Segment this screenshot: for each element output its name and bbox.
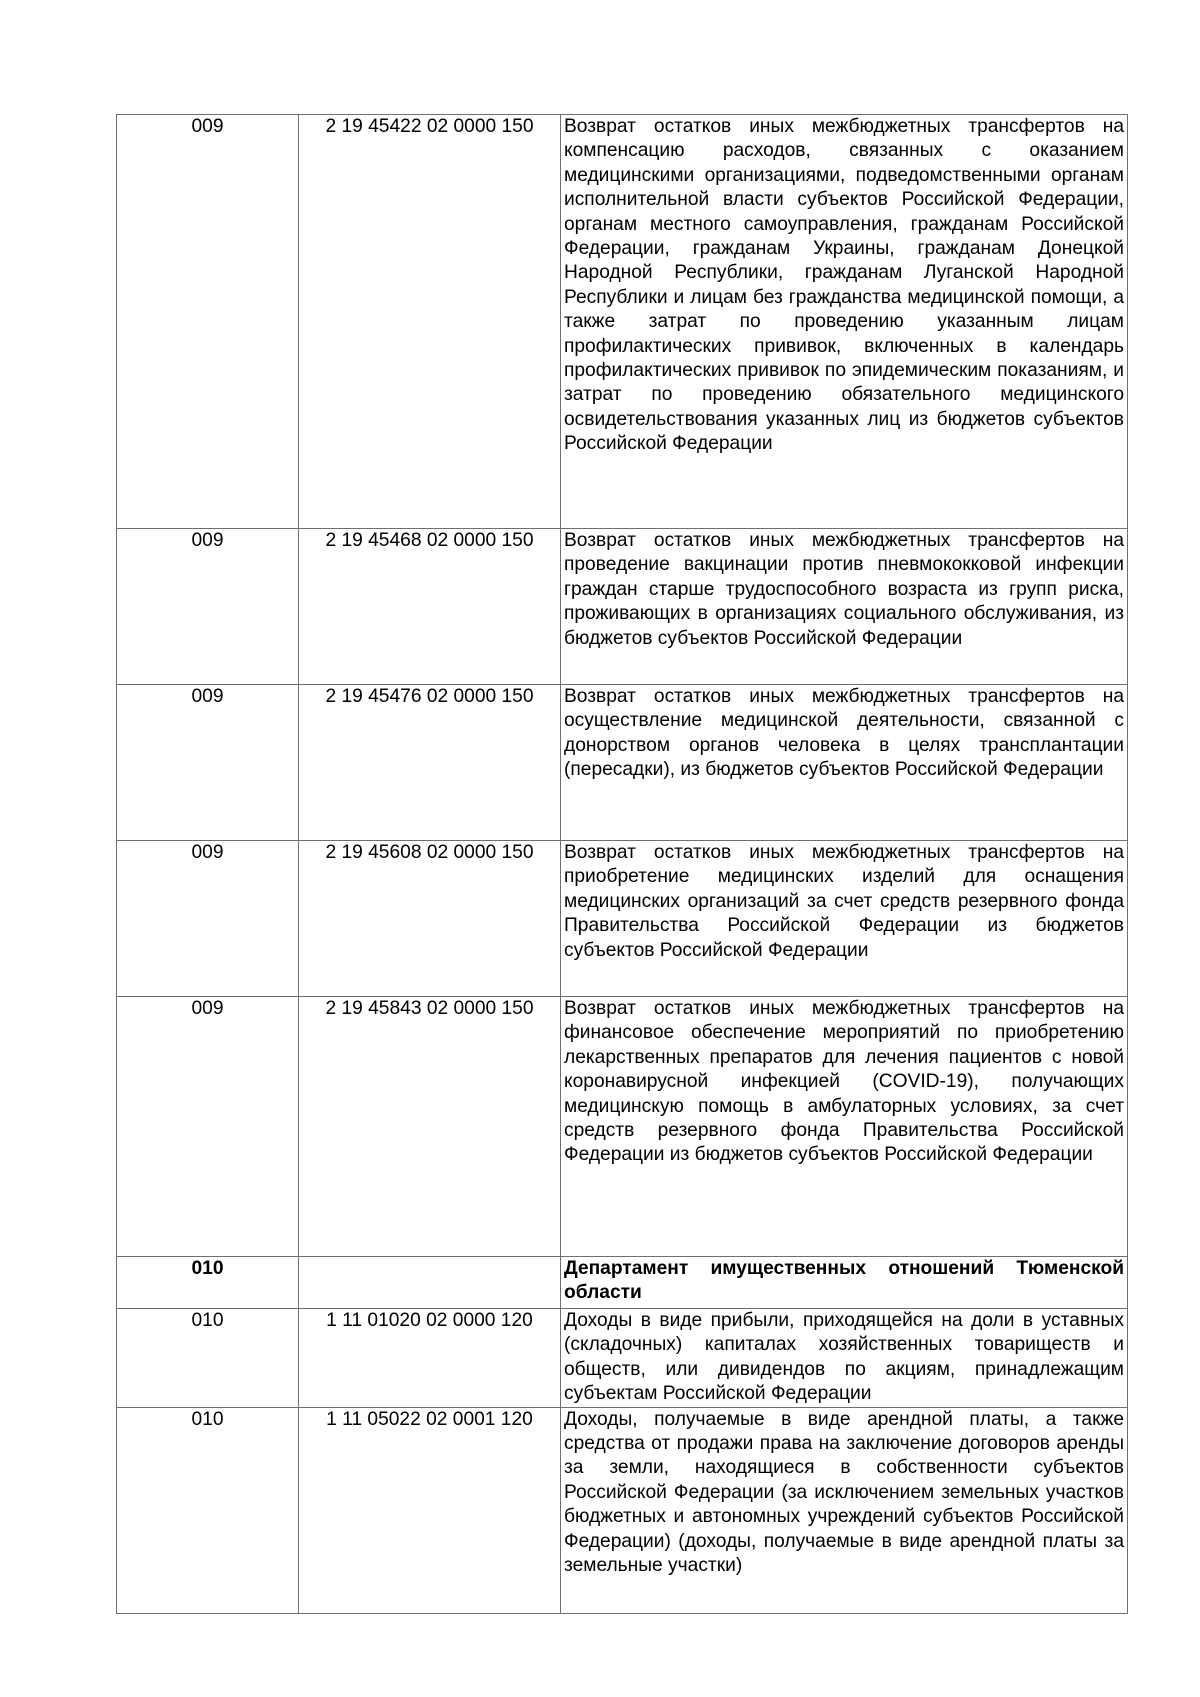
table-row <box>117 685 1128 841</box>
description-cell: Возврат остатков иных межбюджетных трансфертов на финансовое обеспечение мероприятий по приобретению лекарственных препаратов для лечения пациентов с новой коронавирусной инфекцией (COVID-19), получающих медицинскую помощь в амбулаторных условиях, за счет средств резервного фонда Правительства Российской Федерации из бюджетов субъектов Российской Федерации <box>561 997 1128 1257</box>
budget-code-cell: 1 11 01020 02 0000 120 <box>299 1309 561 1408</box>
table-row <box>117 1309 1128 1408</box>
description-cell: Возврат остатков иных межбюджетных трансфертов на компенсацию расходов, связанных с оказанием медицинскими организациями, подведомственными органам исполнительной власти субъектов Российской Федерации, органам местного самоуправления, гражданам Российской Федерации, гражданам Украины, гражданам Донецкой Народной Республики, гражданам Луганской Народной Республики и лицам без гражданства медицинской помощи, а также затрат по проведению указанным лицам профилактических прививок, включенных в календарь профилактических прививок по эпидемическим показаниям, и затрат по проведению обязательного медицинского освидетельствования указанных лиц из бюджетов субъектов Российской Федерации <box>561 115 1128 529</box>
admin-code-cell: 010 <box>117 1309 299 1408</box>
description-cell: Возврат остатков иных межбюджетных трансфертов на приобретение медицинских изделий для оснащения медицинских организаций за счет средств резервного фонда Правительства Российской Федерации из бюджетов субъектов Российской Федерации <box>561 841 1128 997</box>
table-row <box>117 1407 1128 1613</box>
budget-code-cell: 2 19 45422 02 0000 150 <box>299 115 561 529</box>
table-row <box>117 115 1128 529</box>
admin-code-cell: 009 <box>117 841 299 997</box>
table-row <box>117 529 1128 685</box>
description-cell: Возврат остатков иных межбюджетных трансфертов на осуществление медицинской деятельности, связанной с донорством органов человека в целях трансплантации (пересадки), из бюджетов субъектов Российской Федерации <box>561 685 1128 841</box>
table-row-section-header <box>117 1257 1128 1309</box>
admin-code-cell: 010 <box>117 1257 299 1309</box>
budget-code-cell: 2 19 45476 02 0000 150 <box>299 685 561 841</box>
budget-code-cell: 1 11 05022 02 0001 120 <box>299 1407 561 1613</box>
table-row <box>117 997 1128 1257</box>
admin-code-cell: 010 <box>117 1407 299 1613</box>
budget-code-cell: 2 19 45843 02 0000 150 <box>299 997 561 1257</box>
admin-code-cell: 009 <box>117 997 299 1257</box>
admin-code-cell: 009 <box>117 529 299 685</box>
budget-code-cell: 2 19 45608 02 0000 150 <box>299 841 561 997</box>
table-row <box>117 841 1128 997</box>
budget-code-cell: 2 19 45468 02 0000 150 <box>299 529 561 685</box>
budget-code-cell <box>299 1257 561 1309</box>
admin-code-cell: 009 <box>117 685 299 841</box>
description-cell: Возврат остатков иных межбюджетных трансфертов на проведение вакцинации против пневмококковой инфекции граждан старше трудоспособного возраста из групп риска, проживающих в организациях социального обслуживания, из бюджетов субъектов Российской Федерации <box>561 529 1128 685</box>
admin-code-cell: 009 <box>117 115 299 529</box>
department-name-cell: Департамент имущественных отношений Тюменской области <box>561 1257 1128 1309</box>
description-cell: Доходы, получаемые в виде арендной платы, а также средства от продажи права на заключение договоров аренды за земли, находящиеся в собственности субъектов Российской Федерации (за исключением земельных участков бюджетных и автономных учреждений субъектов Российской Федерации) (доходы, получаемые в виде арендной платы за земельные участки) <box>561 1407 1128 1613</box>
revenue-codes-table <box>116 114 1128 1614</box>
description-cell: Доходы в виде прибыли, приходящейся на доли в уставных (складочных) капиталах хозяйственных товариществ и обществ, или дивидендов по акциям, принадлежащим субъектам Российской Федерации <box>561 1309 1128 1408</box>
